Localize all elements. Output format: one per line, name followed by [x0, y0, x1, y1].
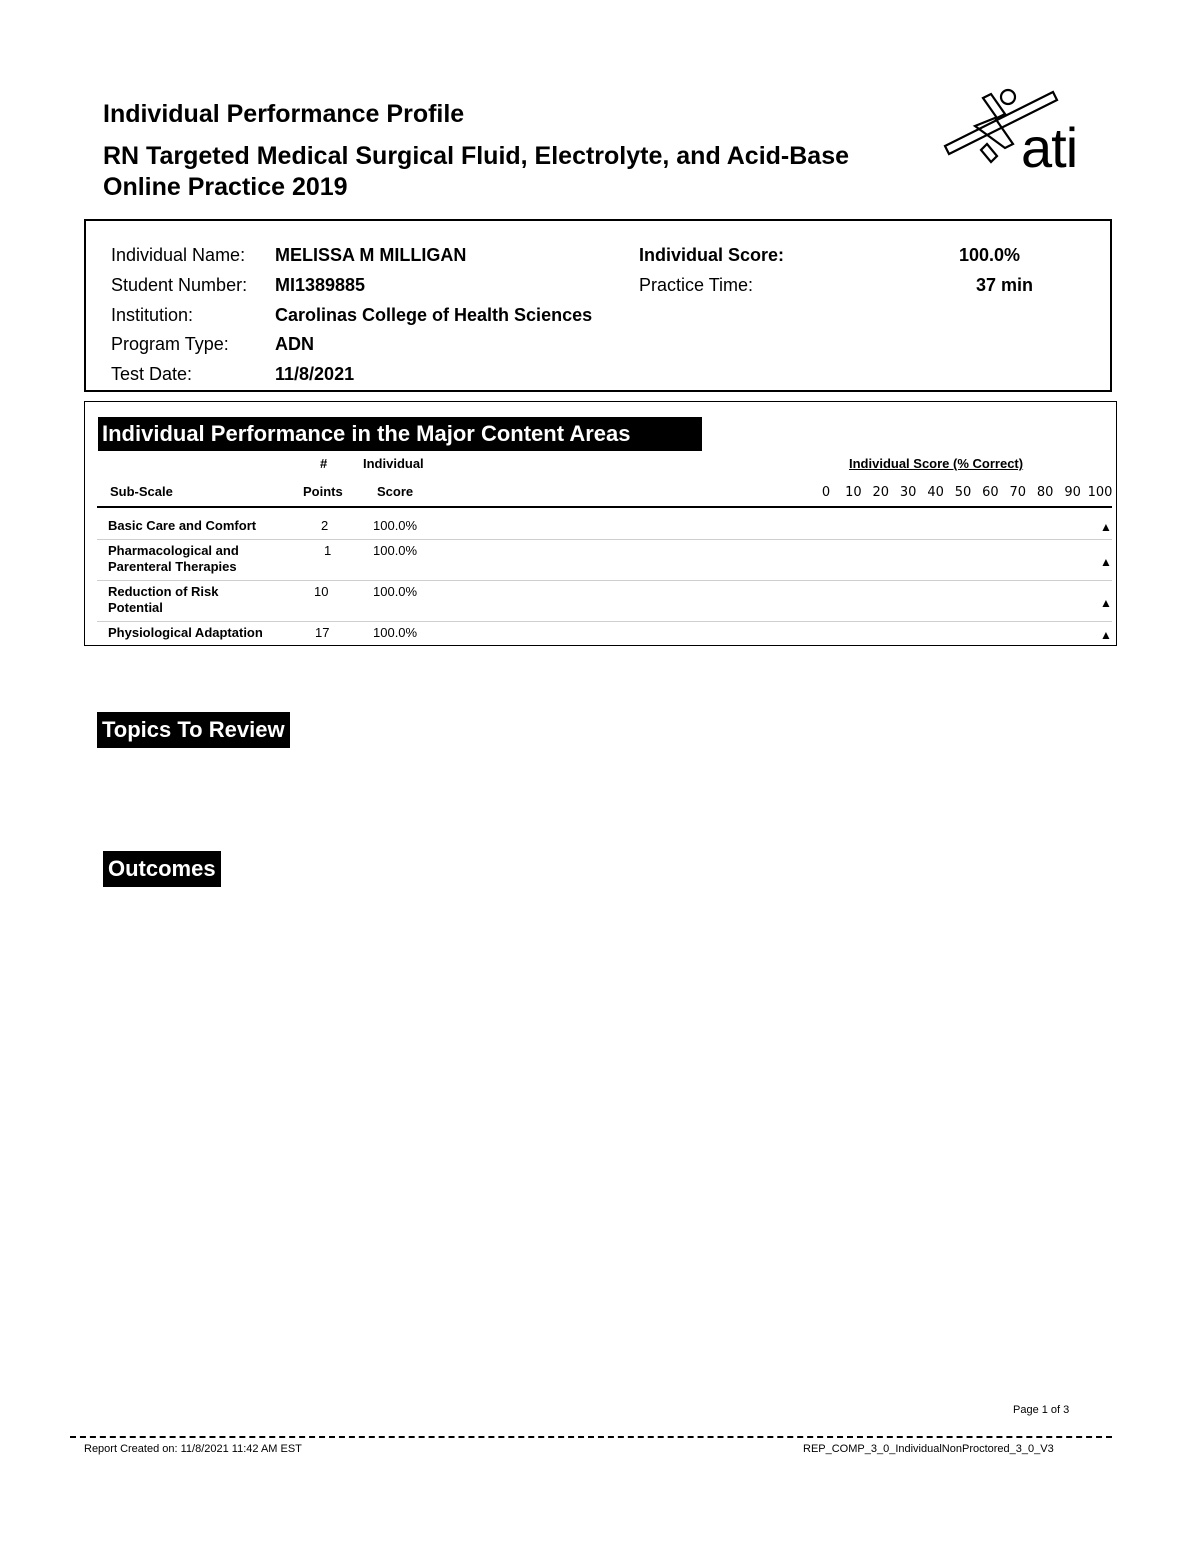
report-title: Individual Performance Profile	[103, 100, 465, 128]
chart-header: Individual Score (% Correct)	[849, 456, 1024, 471]
axis-tick-label: 20	[872, 485, 890, 500]
score-marker: ▲	[1100, 555, 1112, 569]
page-number: Page 1 of 3	[1013, 1404, 1070, 1416]
row-points: 1	[324, 543, 332, 558]
content-areas-title: Individual Performance in the Major Content Areas	[98, 417, 702, 451]
row-score: 100.0%	[373, 584, 418, 599]
ati-logo	[935, 84, 1105, 184]
ati-figure-logo-icon	[935, 84, 1105, 184]
axis-tick-label: 10	[845, 485, 862, 500]
institution-value: Carolinas College of Health Sciences	[275, 305, 593, 325]
score-header: Score	[377, 484, 414, 499]
row-points: 2	[321, 518, 329, 533]
axis-tick-label: 50	[954, 485, 972, 500]
row-score: 100.0%	[373, 518, 418, 533]
points-header: Points	[303, 484, 343, 499]
axis-tick-label: 70	[1009, 485, 1027, 500]
ati-logo-text: ati	[1021, 116, 1078, 179]
name-label: Individual Name:	[111, 245, 246, 265]
score-marker: ▲	[1100, 520, 1112, 534]
row-subscale: Physiological Adaptation	[108, 625, 263, 640]
chart-axis-ticks	[85, 485, 1116, 503]
test-date-value: 11/8/2021	[275, 364, 355, 384]
score-marker: ▲	[1100, 628, 1112, 642]
row-subscale: Pharmacological and Parenteral Therapies	[108, 543, 239, 574]
row-divider	[97, 539, 1112, 540]
score-header-top: Individual	[363, 456, 424, 471]
row-points: 10	[314, 584, 329, 599]
institution-label: Institution:	[111, 305, 194, 325]
axis-tick-label: 100	[1087, 485, 1113, 500]
report-id: REP_COMP_3_0_IndividualNonProctored_3_0_V3	[803, 1443, 1054, 1455]
student-number-label: Student Number:	[111, 275, 248, 295]
axis-tick-label: 40	[927, 485, 944, 500]
score-marker: ▲	[1100, 596, 1112, 610]
axis-tick-label: 80	[1036, 485, 1054, 500]
row-score: 100.0%	[373, 625, 418, 640]
practice-time-value: 37 min	[976, 275, 1034, 295]
row-divider	[97, 621, 1112, 622]
row-score: 100.0%	[373, 543, 418, 558]
student-info-box	[84, 219, 1112, 392]
footer-divider	[70, 1436, 1112, 1438]
individual-score-value: 100.0%	[959, 245, 1021, 265]
student-number-value: MI1389885	[275, 275, 366, 295]
name-value: MELISSA M MILLIGAN	[275, 245, 467, 265]
row-subscale: Basic Care and Comfort	[108, 518, 257, 533]
assessment-title: RN Targeted Medical Surgical Fluid, Electrolyte, and Acid-Base Online Practice 2019	[103, 142, 850, 201]
subscale-header: Sub-Scale	[110, 484, 173, 499]
individual-score-label: Individual Score:	[639, 245, 785, 265]
points-header-top: #	[320, 456, 328, 471]
content-areas-table	[84, 401, 1117, 646]
axis-tick-label: 0	[821, 485, 831, 500]
row-divider	[97, 580, 1112, 581]
program-type-value: ADN	[275, 334, 314, 354]
outcomes-header: Outcomes	[103, 851, 221, 887]
row-subscale: Reduction of Risk Potential	[108, 584, 219, 615]
axis-tick-label: 90	[1064, 485, 1081, 500]
report-created: Report Created on: 11/8/2021 11:42 AM EST	[84, 1443, 302, 1455]
axis-tick-label: 30	[899, 485, 917, 500]
test-date-label: Test Date:	[111, 364, 193, 384]
topics-to-review-header: Topics To Review	[97, 712, 290, 748]
header-rule	[97, 506, 1112, 508]
axis-tick-label: 60	[982, 485, 999, 500]
practice-time-label: Practice Time:	[639, 275, 754, 295]
row-points: 17	[315, 625, 330, 640]
program-type-label: Program Type:	[111, 334, 229, 354]
